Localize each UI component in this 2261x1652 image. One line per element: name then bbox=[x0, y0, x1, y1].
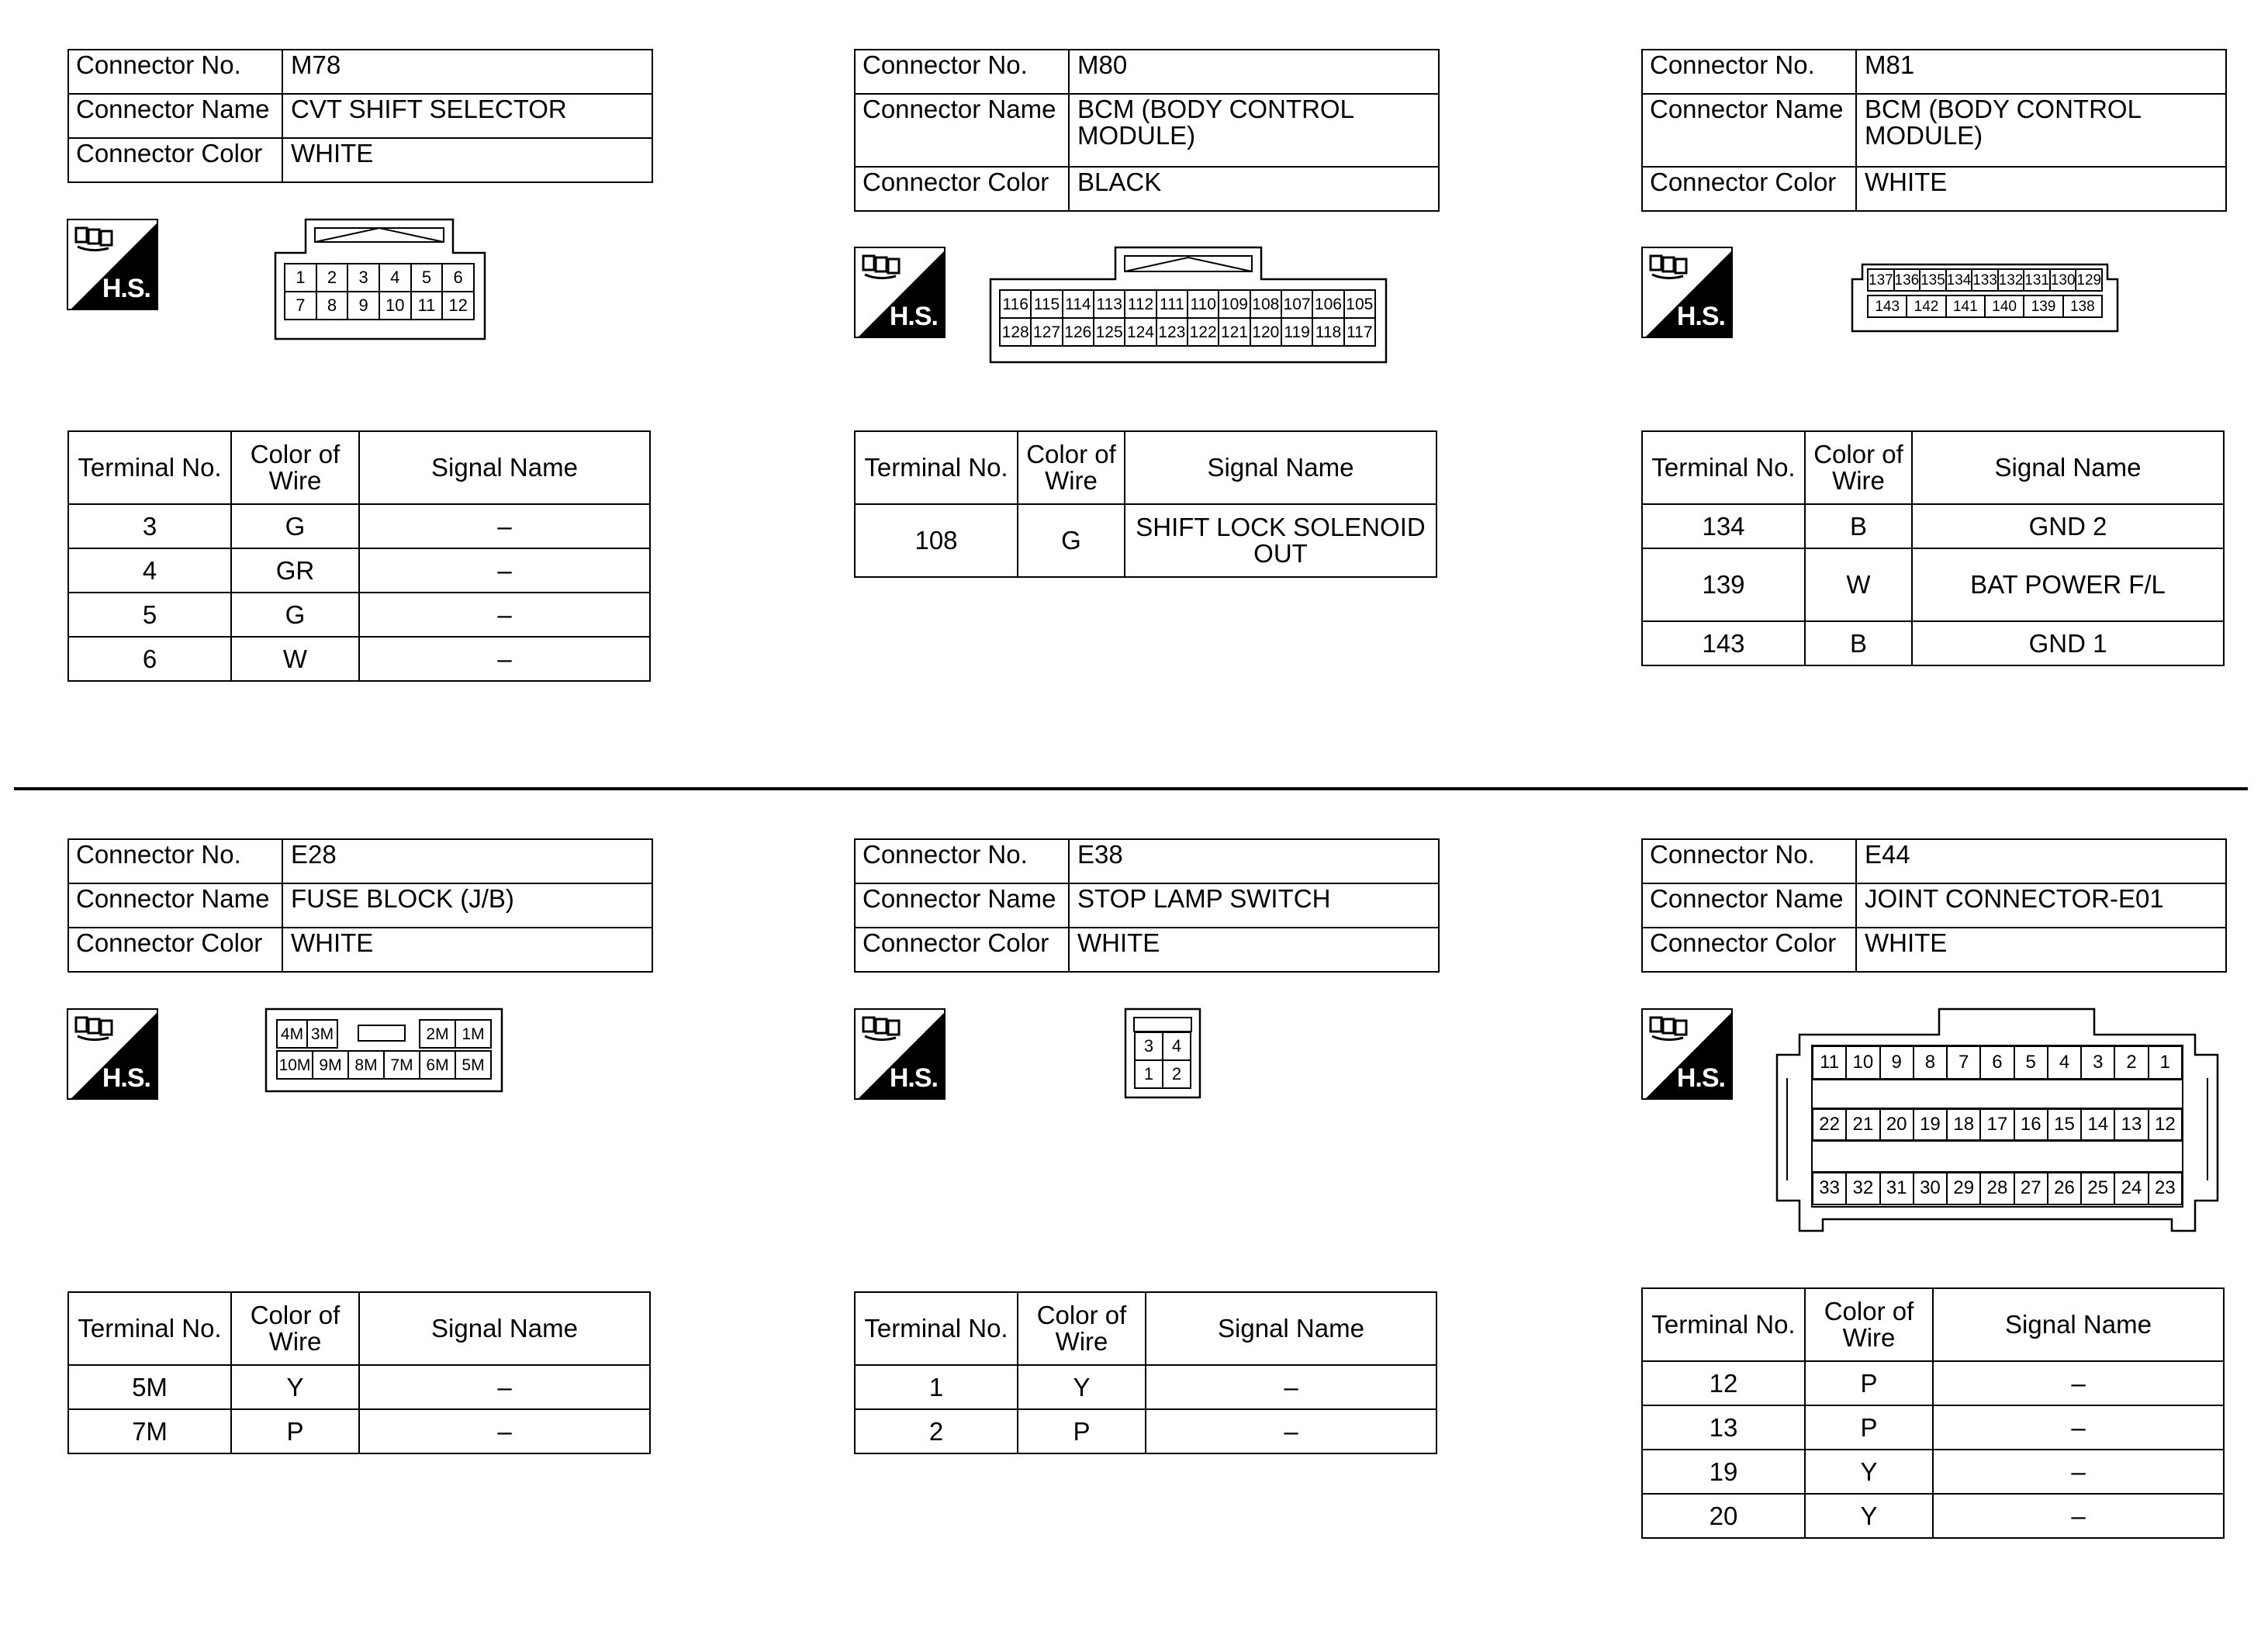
terminal-no-cell: 139 bbox=[1642, 548, 1805, 621]
section-divider bbox=[14, 787, 2248, 790]
pin-cell: 30 bbox=[1914, 1172, 1947, 1204]
pin-cell: 1 bbox=[1135, 1060, 1163, 1088]
pin-cell: 20 bbox=[1880, 1108, 1914, 1141]
terminal-row bbox=[855, 1365, 1436, 1409]
signal-name-cell: – bbox=[1146, 1409, 1436, 1453]
harness-side-icon bbox=[854, 247, 946, 338]
terminal-panel-m78 bbox=[67, 430, 657, 682]
pin-grid-row2 bbox=[1812, 1108, 2183, 1142]
pin-cell: 118 bbox=[1312, 318, 1343, 346]
terminal-table bbox=[854, 430, 1437, 578]
terminal-row bbox=[68, 548, 650, 593]
pin-cell: 2 bbox=[2114, 1046, 2148, 1079]
terminal-table bbox=[1641, 430, 2225, 666]
pin-cell: 1 bbox=[2149, 1046, 2182, 1079]
header-signal-name: Signal Name bbox=[1146, 1292, 1436, 1365]
pin-cell: 4M bbox=[277, 1020, 307, 1048]
pin-cell: 134 bbox=[1946, 269, 1972, 291]
terminal-row bbox=[1642, 1361, 2224, 1405]
pin-cell: 10M bbox=[277, 1051, 313, 1079]
terminal-table bbox=[67, 430, 651, 682]
terminal-no-cell: 108 bbox=[855, 504, 1018, 577]
pin-cell: 4 bbox=[2048, 1046, 2081, 1079]
pin-cell: 135 bbox=[1920, 269, 1946, 291]
terminal-row bbox=[1642, 1450, 2224, 1494]
pin-grid bbox=[284, 263, 475, 320]
label-connector-name: Connector Name bbox=[68, 883, 282, 928]
pin-cell: 13 bbox=[2114, 1108, 2148, 1141]
wire-color-cell: G bbox=[1018, 504, 1125, 577]
pin-cell: 25 bbox=[2081, 1172, 2114, 1204]
pin-cell: 5M bbox=[455, 1051, 491, 1079]
terminal-row bbox=[68, 637, 650, 681]
terminal-row bbox=[1642, 621, 2224, 665]
signal-name-cell: GND 2 bbox=[1912, 504, 2224, 548]
pin-cell: 131 bbox=[2024, 269, 2050, 291]
pin-cell: 31 bbox=[1880, 1172, 1914, 1204]
terminal-no-cell: 6 bbox=[68, 637, 231, 681]
pin-grid-top-right bbox=[419, 1019, 492, 1049]
signal-name-cell: – bbox=[1933, 1494, 2224, 1538]
pin-cell: 139 bbox=[2024, 295, 2062, 317]
header-terminal-no: Terminal No. bbox=[1642, 431, 1805, 504]
pin-cell: 1 bbox=[285, 264, 316, 292]
connector-no-value: M80 bbox=[1069, 50, 1439, 94]
pin-grid-row1 bbox=[1812, 1045, 2183, 1080]
pin-cell: 23 bbox=[2149, 1172, 2182, 1204]
pin-cell: 141 bbox=[1946, 295, 1985, 317]
connector-info-table bbox=[854, 838, 1440, 973]
harness-side-icon bbox=[1641, 1008, 1733, 1100]
pin-cell: 4 bbox=[379, 264, 411, 292]
pin-cell: 28 bbox=[1980, 1172, 2014, 1204]
label-connector-no: Connector No. bbox=[68, 50, 282, 94]
pin-grid bbox=[999, 289, 1376, 347]
pin-cell: 136 bbox=[1894, 269, 1920, 291]
label-connector-no: Connector No. bbox=[855, 839, 1069, 883]
label-connector-name: Connector Name bbox=[855, 94, 1069, 167]
pin-cell: 7 bbox=[285, 292, 316, 320]
pin-cell: 14 bbox=[2081, 1108, 2114, 1141]
signal-name-cell: – bbox=[359, 637, 650, 681]
connector-color-value: WHITE bbox=[1856, 928, 2226, 972]
pin-cell: 115 bbox=[1031, 290, 1062, 318]
pin-cell: 11 bbox=[1813, 1046, 1846, 1079]
header-color-of-wire: Color of Wire bbox=[231, 1292, 359, 1365]
pin-cell: 125 bbox=[1094, 318, 1125, 346]
pin-cell: 133 bbox=[1972, 269, 1998, 291]
pin-cell: 122 bbox=[1188, 318, 1219, 346]
pin-cell: 16 bbox=[2014, 1108, 2048, 1141]
pin-cell: 19 bbox=[1914, 1108, 1947, 1141]
pin-cell: 12 bbox=[442, 292, 474, 320]
connector-face-m81 bbox=[1851, 264, 2118, 332]
label-connector-color: Connector Color bbox=[1642, 928, 1856, 972]
label-connector-color: Connector Color bbox=[855, 928, 1069, 972]
pin-cell: 8 bbox=[316, 292, 348, 320]
harness-side-icon bbox=[67, 219, 158, 310]
pin-cell: 130 bbox=[2050, 269, 2076, 291]
pin-cell: 8 bbox=[1914, 1046, 1947, 1079]
pin-cell: 137 bbox=[1868, 269, 1894, 291]
pin-cell: 12 bbox=[2149, 1108, 2182, 1141]
header-terminal-no: Terminal No. bbox=[68, 1292, 231, 1365]
connector-info-table bbox=[854, 49, 1440, 212]
header-color-of-wire: Color of Wire bbox=[231, 431, 359, 504]
label-connector-name: Connector Name bbox=[68, 94, 282, 138]
header-color-of-wire: Color of Wire bbox=[1018, 431, 1125, 504]
wire-color-cell: G bbox=[231, 593, 359, 637]
connector-panel-m81 bbox=[1641, 49, 2231, 212]
pin-cell: 7M bbox=[384, 1051, 420, 1079]
hs-label: H.S. bbox=[102, 274, 150, 303]
header-terminal-no: Terminal No. bbox=[855, 1292, 1018, 1365]
connector-no-value: E38 bbox=[1069, 839, 1439, 883]
connector-face-e44 bbox=[1776, 1008, 2218, 1232]
connector-face-m78 bbox=[275, 219, 486, 340]
wire-color-cell: B bbox=[1805, 504, 1912, 548]
connector-face-e28 bbox=[265, 1008, 503, 1092]
connector-color-value: WHITE bbox=[1856, 167, 2226, 211]
pin-cell: 111 bbox=[1156, 290, 1188, 318]
connector-panel-e38 bbox=[854, 838, 1443, 973]
pin-cell: 126 bbox=[1063, 318, 1094, 346]
pin-cell: 113 bbox=[1094, 290, 1125, 318]
terminal-row bbox=[68, 1365, 650, 1409]
hs-label: H.S. bbox=[102, 1063, 150, 1093]
header-signal-name: Signal Name bbox=[1125, 431, 1436, 504]
pin-grid-top bbox=[1867, 268, 2103, 292]
pin-cell: 24 bbox=[2114, 1172, 2148, 1204]
header-color-of-wire: Color of Wire bbox=[1805, 431, 1912, 504]
header-signal-name: Signal Name bbox=[359, 431, 650, 504]
terminal-no-cell: 13 bbox=[1642, 1405, 1805, 1450]
pin-cell: 120 bbox=[1250, 318, 1281, 346]
wire-color-cell: Y bbox=[231, 1365, 359, 1409]
pin-cell: 140 bbox=[1985, 295, 2024, 317]
terminal-panel-e44 bbox=[1641, 1287, 2231, 1539]
signal-name-cell: – bbox=[1933, 1450, 2224, 1494]
connector-no-value: M78 bbox=[282, 50, 652, 94]
signal-name-cell: – bbox=[359, 1409, 650, 1453]
terminal-table bbox=[854, 1291, 1437, 1454]
connector-panel-m80 bbox=[854, 49, 1443, 212]
pin-cell: 1M bbox=[455, 1020, 491, 1048]
header-signal-name: Signal Name bbox=[359, 1292, 650, 1365]
pin-cell: 10 bbox=[1846, 1046, 1879, 1079]
pin-cell: 4 bbox=[1163, 1032, 1191, 1060]
terminal-row bbox=[1642, 1494, 2224, 1538]
pin-cell: 27 bbox=[2014, 1172, 2048, 1204]
pin-cell: 15 bbox=[2048, 1108, 2081, 1141]
pin-cell: 116 bbox=[1000, 290, 1031, 318]
pin-cell: 129 bbox=[2076, 269, 2102, 291]
wire-color-cell: P bbox=[1805, 1405, 1933, 1450]
connector-name-value: FUSE BLOCK (J/B) bbox=[282, 883, 652, 928]
pin-cell: 6M bbox=[420, 1051, 455, 1079]
signal-name-cell: – bbox=[1933, 1405, 2224, 1450]
wire-color-cell: P bbox=[231, 1409, 359, 1453]
signal-name-cell: – bbox=[359, 548, 650, 593]
pin-cell: 32 bbox=[1846, 1172, 1879, 1204]
pin-cell: 9M bbox=[313, 1051, 348, 1079]
label-connector-no: Connector No. bbox=[68, 839, 282, 883]
label-connector-no: Connector No. bbox=[1642, 50, 1856, 94]
pin-cell: 22 bbox=[1813, 1108, 1846, 1141]
signal-name-cell: GND 1 bbox=[1912, 621, 2224, 665]
pin-cell: 124 bbox=[1125, 318, 1156, 346]
pin-cell: 132 bbox=[1998, 269, 2024, 291]
pin-cell: 21 bbox=[1846, 1108, 1879, 1141]
connector-color-value: WHITE bbox=[282, 138, 652, 182]
pin-grid-row3 bbox=[1812, 1171, 2183, 1205]
pin-cell: 6 bbox=[1980, 1046, 2014, 1079]
pin-cell: 2M bbox=[420, 1020, 455, 1048]
label-connector-name: Connector Name bbox=[1642, 883, 1856, 928]
harness-side-icon bbox=[1641, 247, 1733, 338]
pin-cell: 109 bbox=[1219, 290, 1250, 318]
connector-color-value: WHITE bbox=[282, 928, 652, 972]
wire-color-cell: Y bbox=[1805, 1450, 1933, 1494]
terminal-no-cell: 2 bbox=[855, 1409, 1018, 1453]
pin-cell: 2 bbox=[1163, 1060, 1191, 1088]
pin-cell: 9 bbox=[347, 292, 379, 320]
terminal-panel-e38 bbox=[854, 1291, 1443, 1454]
terminal-no-cell: 20 bbox=[1642, 1494, 1805, 1538]
pin-cell: 9 bbox=[1880, 1046, 1914, 1079]
terminal-row bbox=[68, 504, 650, 548]
label-connector-color: Connector Color bbox=[68, 928, 282, 972]
connector-no-value: M81 bbox=[1856, 50, 2226, 94]
header-signal-name: Signal Name bbox=[1933, 1288, 2224, 1361]
harness-side-icon bbox=[854, 1008, 946, 1100]
terminal-no-cell: 5M bbox=[68, 1365, 231, 1409]
wire-color-cell: Y bbox=[1018, 1365, 1146, 1409]
terminal-no-cell: 3 bbox=[68, 504, 231, 548]
pin-cell: 29 bbox=[1947, 1172, 1980, 1204]
pin-cell: 119 bbox=[1281, 318, 1312, 346]
pin-cell: 6 bbox=[442, 264, 474, 292]
wire-color-cell: Y bbox=[1805, 1494, 1933, 1538]
connector-color-value: WHITE bbox=[1069, 928, 1439, 972]
pin-cell: 11 bbox=[411, 292, 443, 320]
pin-cell: 5 bbox=[2014, 1046, 2048, 1079]
hs-label: H.S. bbox=[889, 1063, 938, 1093]
pin-cell: 117 bbox=[1344, 318, 1375, 346]
label-connector-color: Connector Color bbox=[68, 138, 282, 182]
signal-name-cell: BAT POWER F/L bbox=[1912, 548, 2224, 621]
connector-color-value: BLACK bbox=[1069, 167, 1439, 211]
harness-side-icon bbox=[67, 1008, 158, 1100]
terminal-table bbox=[1641, 1287, 2225, 1539]
terminal-panel-m80 bbox=[854, 430, 1443, 578]
signal-name-cell: – bbox=[1933, 1361, 2224, 1405]
signal-name-cell: – bbox=[359, 593, 650, 637]
wire-color-cell: W bbox=[231, 637, 359, 681]
pin-cell: 128 bbox=[1000, 318, 1031, 346]
pin-cell: 3M bbox=[307, 1020, 337, 1048]
connector-name-value: CVT SHIFT SELECTOR bbox=[282, 94, 652, 138]
pin-grid-bottom bbox=[276, 1050, 492, 1080]
terminal-no-cell: 5 bbox=[68, 593, 231, 637]
label-connector-no: Connector No. bbox=[855, 50, 1069, 94]
pin-grid bbox=[1134, 1032, 1191, 1089]
wire-color-cell: B bbox=[1805, 621, 1912, 665]
header-terminal-no: Terminal No. bbox=[68, 431, 231, 504]
pin-grid-top-left bbox=[276, 1019, 338, 1049]
connector-name-value: BCM (BODY CONTROL MODULE) bbox=[1069, 94, 1439, 167]
terminal-no-cell: 7M bbox=[68, 1409, 231, 1453]
header-signal-name: Signal Name bbox=[1912, 431, 2224, 504]
terminal-row bbox=[855, 504, 1436, 577]
hs-label: H.S. bbox=[1676, 1063, 1725, 1093]
connector-info-table bbox=[67, 838, 653, 973]
pin-cell: 114 bbox=[1063, 290, 1094, 318]
terminal-row bbox=[68, 1409, 650, 1453]
connector-no-value: E28 bbox=[282, 839, 652, 883]
header-color-of-wire: Color of Wire bbox=[1805, 1288, 1933, 1361]
pin-cell: 105 bbox=[1344, 290, 1375, 318]
terminal-no-cell: 12 bbox=[1642, 1361, 1805, 1405]
pin-cell: 3 bbox=[347, 264, 379, 292]
wire-color-cell: G bbox=[231, 504, 359, 548]
wire-color-cell: P bbox=[1805, 1361, 1933, 1405]
wire-color-cell: W bbox=[1805, 548, 1912, 621]
signal-name-cell: – bbox=[1146, 1365, 1436, 1409]
pin-cell: 26 bbox=[2048, 1172, 2081, 1204]
pin-cell: 142 bbox=[1907, 295, 1945, 317]
label-connector-name: Connector Name bbox=[855, 883, 1069, 928]
connector-info-table bbox=[1641, 838, 2227, 973]
terminal-table bbox=[67, 1291, 651, 1454]
connector-name-value: STOP LAMP SWITCH bbox=[1069, 883, 1439, 928]
wire-color-cell: P bbox=[1018, 1409, 1146, 1453]
pin-cell: 3 bbox=[1135, 1032, 1163, 1060]
terminal-no-cell: 134 bbox=[1642, 504, 1805, 548]
pin-cell: 123 bbox=[1156, 318, 1188, 346]
connector-panel-e28 bbox=[67, 838, 657, 973]
connector-name-value: BCM (BODY CONTROL MODULE) bbox=[1856, 94, 2226, 167]
terminal-panel-m81 bbox=[1641, 430, 2231, 666]
pin-cell: 127 bbox=[1031, 318, 1062, 346]
pin-cell: 7 bbox=[1947, 1046, 1980, 1079]
hs-label: H.S. bbox=[889, 302, 938, 331]
terminal-row bbox=[1642, 1405, 2224, 1450]
pin-cell: 107 bbox=[1281, 290, 1312, 318]
connector-panel-e44 bbox=[1641, 838, 2231, 973]
hs-label: H.S. bbox=[1676, 302, 1725, 331]
connector-info-table bbox=[67, 49, 653, 183]
terminal-no-cell: 19 bbox=[1642, 1450, 1805, 1494]
pin-cell: 106 bbox=[1312, 290, 1343, 318]
pin-cell: 143 bbox=[1868, 295, 1907, 317]
pin-cell: 2 bbox=[316, 264, 348, 292]
terminal-no-cell: 1 bbox=[855, 1365, 1018, 1409]
connector-panel-m78 bbox=[67, 49, 657, 183]
terminal-no-cell: 143 bbox=[1642, 621, 1805, 665]
header-color-of-wire: Color of Wire bbox=[1018, 1292, 1146, 1365]
connector-face-m80 bbox=[990, 247, 1387, 363]
pin-cell: 18 bbox=[1947, 1108, 1980, 1141]
pin-cell: 10 bbox=[379, 292, 411, 320]
terminal-row bbox=[1642, 548, 2224, 621]
label-connector-name: Connector Name bbox=[1642, 94, 1856, 167]
terminal-panel-e28 bbox=[67, 1291, 657, 1454]
pin-cell: 3 bbox=[2081, 1046, 2114, 1079]
wire-color-cell: GR bbox=[231, 548, 359, 593]
label-connector-no: Connector No. bbox=[1642, 839, 1856, 883]
pin-cell: 138 bbox=[2063, 295, 2102, 317]
pin-cell: 108 bbox=[1250, 290, 1281, 318]
connector-face-e38 bbox=[1125, 1008, 1201, 1098]
connector-no-value: E44 bbox=[1856, 839, 2226, 883]
pin-cell: 121 bbox=[1219, 318, 1250, 346]
pin-cell: 110 bbox=[1188, 290, 1219, 318]
pin-cell: 17 bbox=[1980, 1108, 2014, 1141]
signal-name-cell: – bbox=[359, 504, 650, 548]
header-terminal-no: Terminal No. bbox=[855, 431, 1018, 504]
pin-cell: 33 bbox=[1813, 1172, 1846, 1204]
pin-grid-bottom bbox=[1867, 295, 2103, 318]
connector-name-value: JOINT CONNECTOR-E01 bbox=[1856, 883, 2226, 928]
pin-cell: 112 bbox=[1125, 290, 1156, 318]
terminal-row bbox=[1642, 504, 2224, 548]
connector-info-table bbox=[1641, 49, 2227, 212]
pin-cell: 5 bbox=[411, 264, 443, 292]
terminal-no-cell: 4 bbox=[68, 548, 231, 593]
terminal-row bbox=[68, 593, 650, 637]
header-terminal-no: Terminal No. bbox=[1642, 1288, 1805, 1361]
pin-cell: 8M bbox=[348, 1051, 384, 1079]
label-connector-color: Connector Color bbox=[1642, 167, 1856, 211]
label-connector-color: Connector Color bbox=[855, 167, 1069, 211]
terminal-row bbox=[855, 1409, 1436, 1453]
signal-name-cell: SHIFT LOCK SOLENOID OUT bbox=[1125, 504, 1436, 577]
signal-name-cell: – bbox=[359, 1365, 650, 1409]
